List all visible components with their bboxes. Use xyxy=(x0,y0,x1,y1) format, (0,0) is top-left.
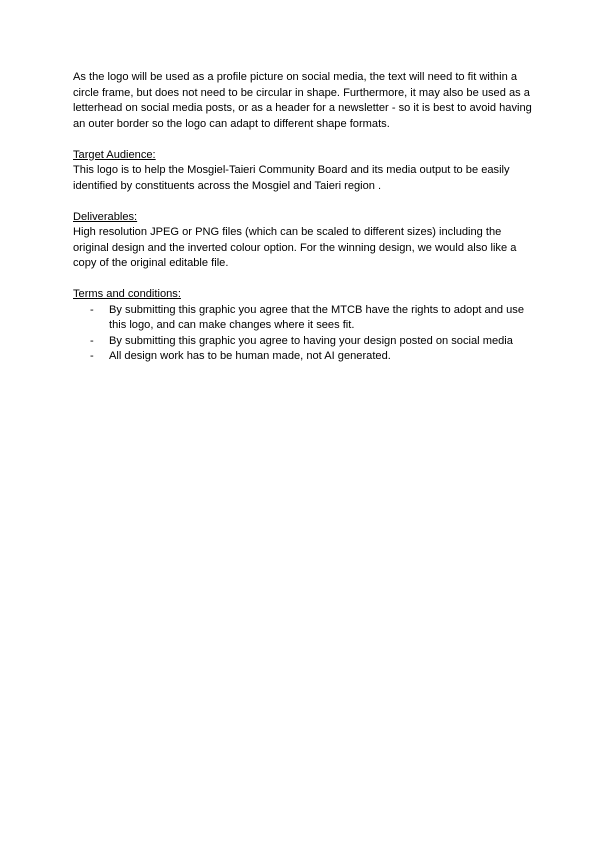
document-content xyxy=(73,70,533,365)
list-item xyxy=(73,349,533,365)
list-item-text: By submitting this graphic you agree to having your design posted on social media xyxy=(109,334,513,347)
target-audience-section xyxy=(73,148,533,195)
bullet-dash: - xyxy=(90,303,94,316)
deliverables-heading: Deliverables: xyxy=(73,210,138,223)
terms-section xyxy=(73,287,533,365)
intro-paragraph: As the logo will be used as a profile picture on social media, the text will need to fit within a circle frame, but does not need to be circular in shape. Furthermore, it may also be used as a letterhead on social media posts, or as a header for a newsletter - so it is best to avoid having an outer border so the logo can adapt to different shape formats. xyxy=(73,71,532,130)
terms-heading: Terms and conditions: xyxy=(73,288,181,300)
list-item-text: By submitting this graphic you agree that the MTCB have the rights to adopt and use this logo, and can make changes where it sees fit. xyxy=(109,303,525,331)
target-audience-heading: Target Audience: xyxy=(73,148,156,161)
list-item xyxy=(73,303,533,334)
list-item-text: All design work has to be human made, not AI generated. xyxy=(109,350,391,362)
deliverables-body: High resolution JPEG or PNG files (which can be scaled to different sizes) including the original design and the inverted colour option. For the winning design, we would also like a copy of the original editable file. xyxy=(73,226,517,269)
terms-list xyxy=(73,303,533,365)
deliverables-section xyxy=(73,210,533,272)
list-item xyxy=(73,334,533,350)
target-audience-body: This logo is to help the Mosgiel-Taieri Community Board and its media output to be easily identified by constituents across the Mosgiel and Taieri region . xyxy=(73,164,510,192)
bullet-dash: - xyxy=(90,350,94,362)
bullet-dash: - xyxy=(90,334,94,347)
